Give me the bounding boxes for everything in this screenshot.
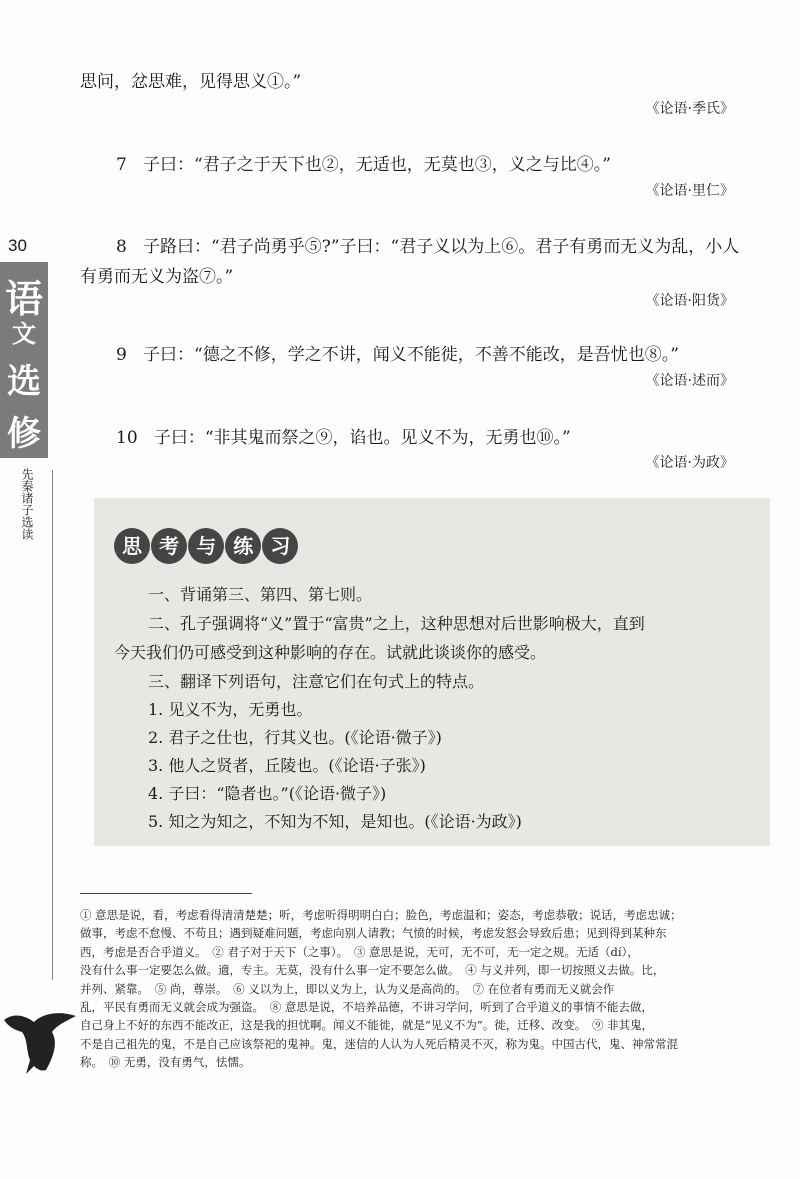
- exercise-line: 2. 君子之仕也，行其义也。(《论语·微子》): [148, 728, 442, 747]
- page-number: 30: [8, 236, 27, 255]
- footnote-line: 乱，平民有勇而无义就会成为强盗。 ⑧ 意思是说，不培养品德，不讲习学问，听到了合乎道义的事情不能去做，: [80, 1000, 653, 1015]
- item-text: 子曰：“德之不修，学之不讲，闻义不能徙，不善不能改，是吾忧也⑧。”: [143, 345, 679, 365]
- footnotes: [80, 906, 728, 1072]
- footnote-line: ① 意思是说，看，考虑看得清清楚楚；听，考虑听得明明白白；脸色，考虑温和；姿态，考虑恭敬；说话，考虑忠诚；: [80, 908, 682, 922]
- footnote-line: 并列、紧靠。 ⑤ 尚，尊崇。 ⑥ 义以为上，即以义为上，认为义是高尚的。 ⑦ 在位者有勇而无义就会作: [80, 981, 615, 996]
- exercise-line: 5. 知之为知之，不知为不知，是知也。(《论语·为政》): [148, 812, 522, 831]
- item-number: 8: [116, 237, 127, 257]
- item-number: 7: [116, 155, 127, 175]
- footnote-line: 自己身上不好的东西不能改正，这是我的担忧啊。闻义不能徙，就是“见义不为”。徙，迁移、改变。 ⑨ 非其鬼，: [80, 1018, 654, 1033]
- side-band-char: 文: [12, 319, 36, 348]
- passage-source: 《论语·季氏》: [645, 101, 734, 117]
- passage-source: 《论语·为政》: [645, 455, 734, 471]
- margin-divider: [52, 470, 53, 980]
- item-text: 子曰：“非其鬼而祭之⑨，谄也。见义不为，无勇也⑩。”: [153, 428, 571, 448]
- passage-source: 《论语·述而》: [645, 373, 734, 389]
- heading-char: 思: [114, 528, 150, 564]
- exercise-line: 3. 他人之贤者，丘陵也。(《论语·子张》): [148, 756, 426, 775]
- exercise-line: 二、孔子强调将“义”置于“富贵”之上，这种思想对后世影响极大，直到: [148, 614, 645, 633]
- footnote-line: 不是自己祖先的鬼，不是自己应该祭祀的鬼神。鬼，迷信的人认为人死后精灵不灭，称为鬼。中国古代，鬼、神常常混: [80, 1036, 678, 1051]
- footnote-line: 没有什么事一定要怎么做。適，专主。无莫，没有什么事一定不要怎么做。 ④ 与义并列，即一切按照义去做。比，: [80, 963, 665, 978]
- exercise-line: 三、翻译下列语句，注意它们在句式上的特点。: [148, 672, 485, 691]
- passage-source: 《论语·阳货》: [645, 293, 734, 309]
- footnote-divider: [80, 893, 252, 894]
- passage-item: [116, 232, 739, 257]
- footnote-line: 西，考虑是否合乎道义。 ② 君子对于天下（之事）。 ③ 意思是说，无可，无不可，无一定之规。无适（dí），: [80, 944, 639, 959]
- heading-char: 练: [225, 528, 261, 564]
- passage-source: 《论语·里仁》: [645, 183, 734, 199]
- item-text: 子路曰：“君子尚勇乎⑤?”子曰：“君子义以为上⑥。君子有勇而无义为乱，小人: [143, 237, 740, 257]
- side-band: [0, 262, 48, 458]
- exercise-heading: [114, 528, 294, 564]
- heading-char: 考: [151, 528, 187, 564]
- passage-item: [116, 423, 571, 448]
- passage-item: [116, 150, 611, 175]
- footnote-line: 称。 ⑩ 无勇，没有勇气，怯懦。: [80, 1055, 251, 1070]
- heading-char: 与: [188, 528, 224, 564]
- exercise-line: 一、背诵第三、第四、第七则。: [148, 585, 373, 604]
- side-band-char: 语: [4, 276, 43, 321]
- item-number: 10: [116, 428, 138, 448]
- footnote-line: 做事，考虑不怠慢、不苟且；遇到疑难问题，考虑向别人请教；气愤的时候，考虑发怒会导致后患；见到得到某种东: [80, 926, 667, 941]
- heading-char: 习: [262, 528, 298, 564]
- exercise-line: 4. 子曰：“隐者也。”(《论语·微子》): [148, 784, 387, 803]
- item-number: 9: [116, 345, 127, 365]
- passage-line: 有勇而无义为盗⑦。”: [80, 267, 234, 287]
- passage-line: 思问，忿思难，见得思义①。”: [80, 72, 302, 92]
- ink-figure-icon: [0, 1008, 82, 1076]
- item-text: 子曰：“君子之于天下也②，无适也，无莫也③，义之与比④。”: [143, 155, 611, 175]
- section-subtitle: 先秦诸子选读: [20, 468, 34, 540]
- exercise-line: 1. 见义不为，无勇也。: [148, 700, 313, 719]
- side-band-char: 修: [7, 414, 41, 454]
- side-band-char: 选: [7, 362, 41, 402]
- exercise-line: 今天我们仍可感受到这种影响的存在。试就此谈谈你的感受。: [114, 643, 547, 662]
- passage-item: [116, 340, 679, 365]
